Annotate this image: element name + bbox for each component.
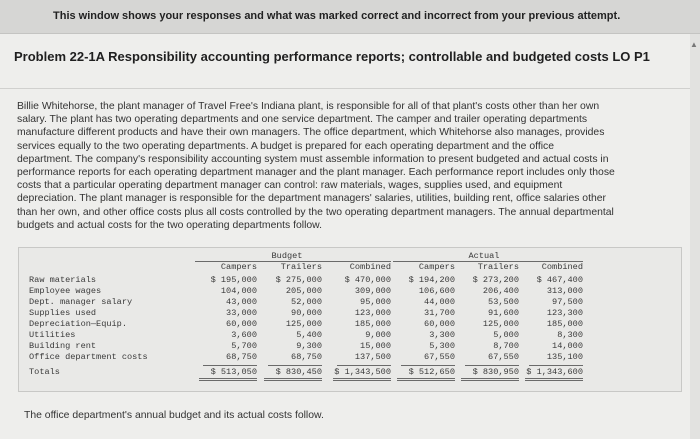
- table-cell: 60,000: [226, 319, 257, 329]
- table-cell: $ 273,200: [472, 275, 519, 285]
- table-cell: $ 512,650: [408, 367, 455, 377]
- table-row-label: Employee wages: [29, 286, 102, 296]
- table-cell: $ 1,343,500: [334, 367, 391, 377]
- table-row-label: Office department costs: [29, 352, 148, 362]
- table-cell: 91,600: [488, 308, 519, 318]
- scroll-up-icon[interactable]: ▲: [690, 40, 698, 49]
- table-cell: 95,000: [360, 297, 391, 307]
- table-cell: 135,100: [546, 352, 583, 362]
- table-cell: $ 195,000: [210, 275, 257, 285]
- table-row-label: Totals: [29, 367, 60, 377]
- table-row-label: Dept. manager salary: [29, 297, 133, 307]
- table-cell: 185,000: [546, 319, 583, 329]
- problem-intro: [17, 100, 689, 232]
- table-cell: 33,000: [226, 308, 257, 318]
- table-cell: 125,000: [285, 319, 322, 329]
- total-double-rule: [264, 378, 322, 381]
- table-cell: $ 830,450: [275, 367, 322, 377]
- table-cell: 52,000: [291, 297, 322, 307]
- table-cell: 68,750: [291, 352, 322, 362]
- table-cell: 53,500: [488, 297, 519, 307]
- table-cell: 123,000: [354, 308, 391, 318]
- table-cell: 3,600: [231, 330, 257, 340]
- total-double-rule: [397, 378, 455, 381]
- budget-group-header: Budget: [271, 251, 303, 261]
- subtotal-rule: [529, 365, 583, 366]
- intro-line: performance reports for each operating department manager and the plant manager. Each performance report includes only those: [17, 167, 615, 179]
- table-cell: $ 275,000: [275, 275, 322, 285]
- table-cell: 137,500: [354, 352, 391, 362]
- scrollbar-track[interactable]: [690, 34, 700, 439]
- table-cell: 5,700: [231, 341, 257, 351]
- table-cell: 313,000: [546, 286, 583, 296]
- total-double-rule: [525, 378, 583, 381]
- table-cell: $ 467,400: [536, 275, 583, 285]
- table-cell: 44,000: [424, 297, 455, 307]
- intro-line: than her own, and other office costs plus all costs controlled by the two operating department managers. The annual departmental: [17, 206, 614, 218]
- table-row-label: Utilities: [29, 330, 76, 340]
- column-header: Campers: [418, 262, 455, 272]
- table-cell: 5,400: [296, 330, 322, 340]
- table-cell: 206,400: [482, 286, 519, 296]
- table-cell: 9,000: [365, 330, 391, 340]
- attempt-notice-banner: [0, 0, 700, 34]
- table-cell: 8,300: [557, 330, 583, 340]
- column-header: Campers: [220, 262, 257, 272]
- table-cell: $ 470,000: [344, 275, 391, 285]
- table-cell: 68,750: [226, 352, 257, 362]
- intro-line: Billie Whitehorse, the plant manager of Travel Free's Indiana plant, is responsible for all of that plant's costs other than her own: [17, 101, 600, 112]
- intro-line: manufacture different products and have their own managers. The office department, which Whitehorse also manages, provides: [17, 127, 605, 139]
- subtotal-rule: [268, 365, 322, 366]
- table-cell: 5,000: [493, 330, 519, 340]
- table-cell: 9,300: [296, 341, 322, 351]
- table-cell: 67,550: [424, 352, 455, 362]
- table-cell: 123,300: [546, 308, 583, 318]
- office-budget-intro: The office department's annual budget and its actual costs follow.: [24, 410, 324, 421]
- title-divider: [0, 88, 690, 89]
- table-cell: 67,550: [488, 352, 519, 362]
- intro-line: costs that a particular operating department manager can control: raw materials, wages, supplies used, and equipment: [17, 180, 563, 192]
- subtotal-rule: [401, 365, 455, 366]
- intro-line: services equally to the two operating departments. A budget is prepared for each operating department and the office: [17, 140, 554, 152]
- table-cell: $ 830,950: [472, 367, 519, 377]
- subtotal-rule: [337, 365, 391, 366]
- intro-line: depreciation. The plant manager is responsible for the department managers' salaries, utilities, building rent, office salaries other: [17, 193, 606, 205]
- table-cell: 31,700: [424, 308, 455, 318]
- total-double-rule: [333, 378, 391, 381]
- table-cell: 3,300: [429, 330, 455, 340]
- table-cell: 15,000: [360, 341, 391, 351]
- intro-line: department. The company's responsibility accounting system must assemble information to present budgeted and actual costs in: [17, 153, 609, 165]
- table-cell: 60,000: [424, 319, 455, 329]
- table-cell: 8,700: [493, 341, 519, 351]
- table-cell: $ 1,343,600: [526, 367, 583, 377]
- table-cell: 309,000: [354, 286, 391, 296]
- subtotal-rule: [465, 365, 519, 366]
- attempt-notice-text: This window shows your responses and what was marked correct and incorrect from your previous attempt.: [53, 10, 621, 22]
- total-double-rule: [199, 378, 257, 381]
- problem-title: Problem 22-1A Responsibility accounting performance reports; controllable and budgeted costs LO P1: [14, 49, 650, 64]
- intro-line: salary. The plant has two operating departments and one service department. The camper and trailer operating departments: [17, 114, 588, 126]
- column-header: Combined: [349, 262, 391, 272]
- column-header: Trailers: [280, 262, 322, 272]
- table-cell: 43,000: [226, 297, 257, 307]
- budget-actual-table: [18, 247, 682, 392]
- table-row-label: Depreciation—Equip.: [29, 319, 127, 329]
- table-row-label: Building rent: [29, 341, 97, 351]
- intro-line: budgets and actual costs for the two operating departments follow.: [17, 219, 322, 231]
- column-header: Combined: [541, 262, 583, 272]
- table-cell: 104,000: [220, 286, 257, 296]
- total-double-rule: [461, 378, 519, 381]
- table-cell: $ 513,050: [210, 367, 257, 377]
- table-cell: 90,000: [291, 308, 322, 318]
- table-cell: 125,000: [482, 319, 519, 329]
- table-cell: 185,000: [354, 319, 391, 329]
- table-cell: 14,000: [552, 341, 583, 351]
- table-cell: $ 194,200: [408, 275, 455, 285]
- table-cell: 205,000: [285, 286, 322, 296]
- table-row-label: Supplies used: [29, 308, 97, 318]
- subtotal-rule: [203, 365, 257, 366]
- actual-group-header: Actual: [468, 251, 500, 261]
- table-cell: 5,300: [429, 341, 455, 351]
- column-header: Trailers: [477, 262, 519, 272]
- table-row-label: Raw materials: [29, 275, 97, 285]
- table-cell: 97,500: [552, 297, 583, 307]
- table-cell: 106,600: [418, 286, 455, 296]
